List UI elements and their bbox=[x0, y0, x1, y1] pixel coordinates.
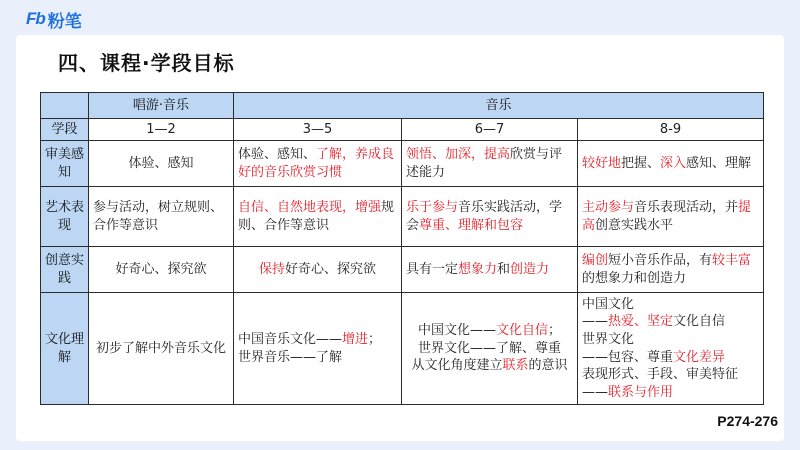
brand-logo-name: 粉笔 bbox=[47, 11, 82, 32]
header-row bbox=[41, 93, 764, 119]
cell-text: 世界文化 bbox=[582, 331, 635, 347]
highlight-text: 热爱、坚定 bbox=[608, 314, 674, 330]
table-row-creative bbox=[41, 247, 764, 293]
cell-text: 世界音乐——了解 bbox=[238, 349, 343, 365]
highlight-text: 乐于参与 bbox=[406, 199, 459, 215]
cell-text: 中国文化—— bbox=[417, 323, 496, 339]
cell: 好奇心、探究欲 bbox=[89, 247, 234, 293]
table-row-aesthetic bbox=[41, 141, 764, 187]
header-chang-you: 唱游·音乐 bbox=[89, 93, 234, 119]
highlight-text: 较好地 bbox=[582, 155, 622, 171]
cell: 3—5 bbox=[234, 119, 402, 141]
highlight-text: 了解，养成良好的音乐欣赏习惯 bbox=[238, 146, 395, 180]
cell: 8-9 bbox=[578, 119, 764, 141]
cell: 6—7 bbox=[402, 119, 578, 141]
cell-rich bbox=[234, 293, 402, 405]
cell: 1—2 bbox=[89, 119, 234, 141]
cell-rich bbox=[578, 247, 764, 293]
highlight-text: 领悟、加深，提高 bbox=[406, 146, 511, 162]
cell: 体验、感知 bbox=[89, 141, 234, 187]
highlight-text: 保持 bbox=[258, 261, 285, 277]
cell: 初步了解中外音乐文化 bbox=[89, 293, 234, 405]
cell-text: 音乐实践活动，学会 bbox=[406, 199, 563, 233]
cell-text: 好奇心、探究欲 bbox=[285, 261, 377, 277]
cell-text: ； bbox=[368, 331, 382, 347]
cell-text: 的想象力和创造力 bbox=[582, 270, 687, 286]
cell-text: 中国音乐文化—— bbox=[238, 331, 343, 347]
cell-text: 体验、感知、 bbox=[238, 146, 317, 162]
highlight-text: 深入 bbox=[660, 155, 687, 171]
cell-text: 规则、合作等意识 bbox=[238, 199, 395, 233]
cell-text: 和 bbox=[497, 261, 511, 277]
highlight-text: 提高 bbox=[582, 199, 752, 233]
goals-table bbox=[40, 92, 764, 405]
cell-rich bbox=[402, 247, 578, 293]
highlight-text: 自信、自然地表现，增强 bbox=[238, 199, 382, 215]
highlight-text: 增进 bbox=[342, 331, 369, 347]
cell-text: —— bbox=[582, 314, 608, 330]
cell-rich bbox=[234, 247, 402, 293]
cell-text: 表现形式、手段、审美特征—— bbox=[582, 367, 739, 400]
header-music: 音乐 bbox=[234, 93, 764, 119]
cell-text: 把握、 bbox=[621, 155, 661, 171]
highlight-text: 较丰富 bbox=[712, 252, 752, 268]
cell-text: 创意实践水平 bbox=[595, 217, 674, 233]
row-label-stage: 学段 bbox=[41, 119, 89, 141]
cell-rich bbox=[402, 293, 578, 405]
cell-text: 欣赏与评述能力 bbox=[406, 146, 563, 180]
highlight-text: 编创 bbox=[582, 252, 609, 268]
highlight-text: 创造力 bbox=[510, 261, 550, 277]
cell: 参与活动，树立规则、合作等意识 bbox=[89, 187, 234, 247]
header-blank bbox=[41, 93, 89, 119]
cell-text: 文化自信 bbox=[673, 314, 726, 330]
highlight-text: 联系与作用 bbox=[608, 384, 674, 400]
cell-rich bbox=[234, 187, 402, 247]
cell-text: 中国文化 bbox=[582, 296, 635, 312]
cell-text: 从文化角度建立 bbox=[411, 358, 503, 374]
row-label-creative: 创意实践 bbox=[41, 247, 89, 293]
cell-rich bbox=[402, 141, 578, 187]
table-row-culture bbox=[41, 293, 764, 405]
cell-text: 短小音乐作品，有 bbox=[608, 252, 713, 268]
page-title: 四、课程·学段目标 bbox=[58, 51, 235, 75]
highlight-text: 尊重、理解和包容 bbox=[419, 217, 524, 233]
table-row-stage bbox=[41, 119, 764, 141]
highlight-text: 文化差异 bbox=[673, 349, 726, 365]
highlight-text: 主动参与 bbox=[582, 199, 635, 215]
cell-text: 音乐表现活动，并 bbox=[634, 199, 739, 215]
highlight-text: 文化自信 bbox=[495, 323, 548, 339]
page-reference: P274-276 bbox=[717, 413, 778, 429]
cell-text: 世界文化——了解、尊重 bbox=[417, 340, 561, 356]
cell-rich bbox=[578, 141, 764, 187]
cell-text: 的意识 bbox=[528, 358, 568, 374]
row-label-aesthetic: 审美感知 bbox=[41, 141, 89, 187]
cell-text: ； bbox=[548, 323, 562, 339]
highlight-text: 联系 bbox=[502, 358, 529, 374]
cell-rich bbox=[578, 187, 764, 247]
table-row-art bbox=[41, 187, 764, 247]
cell-rich bbox=[402, 187, 578, 247]
cell-text: ——包容、尊重 bbox=[582, 349, 674, 365]
cell-text: 具有一定 bbox=[406, 261, 459, 277]
cell-rich bbox=[578, 293, 764, 405]
highlight-text: 想象力 bbox=[458, 261, 498, 277]
brand-logo-mark: Fb bbox=[26, 9, 45, 28]
cell-rich bbox=[234, 141, 402, 187]
row-label-art: 艺术表现 bbox=[41, 187, 89, 247]
cell-text: 感知、理解 bbox=[686, 155, 752, 171]
brand-logo bbox=[26, 8, 82, 30]
row-label-culture: 文化理解 bbox=[41, 293, 89, 405]
